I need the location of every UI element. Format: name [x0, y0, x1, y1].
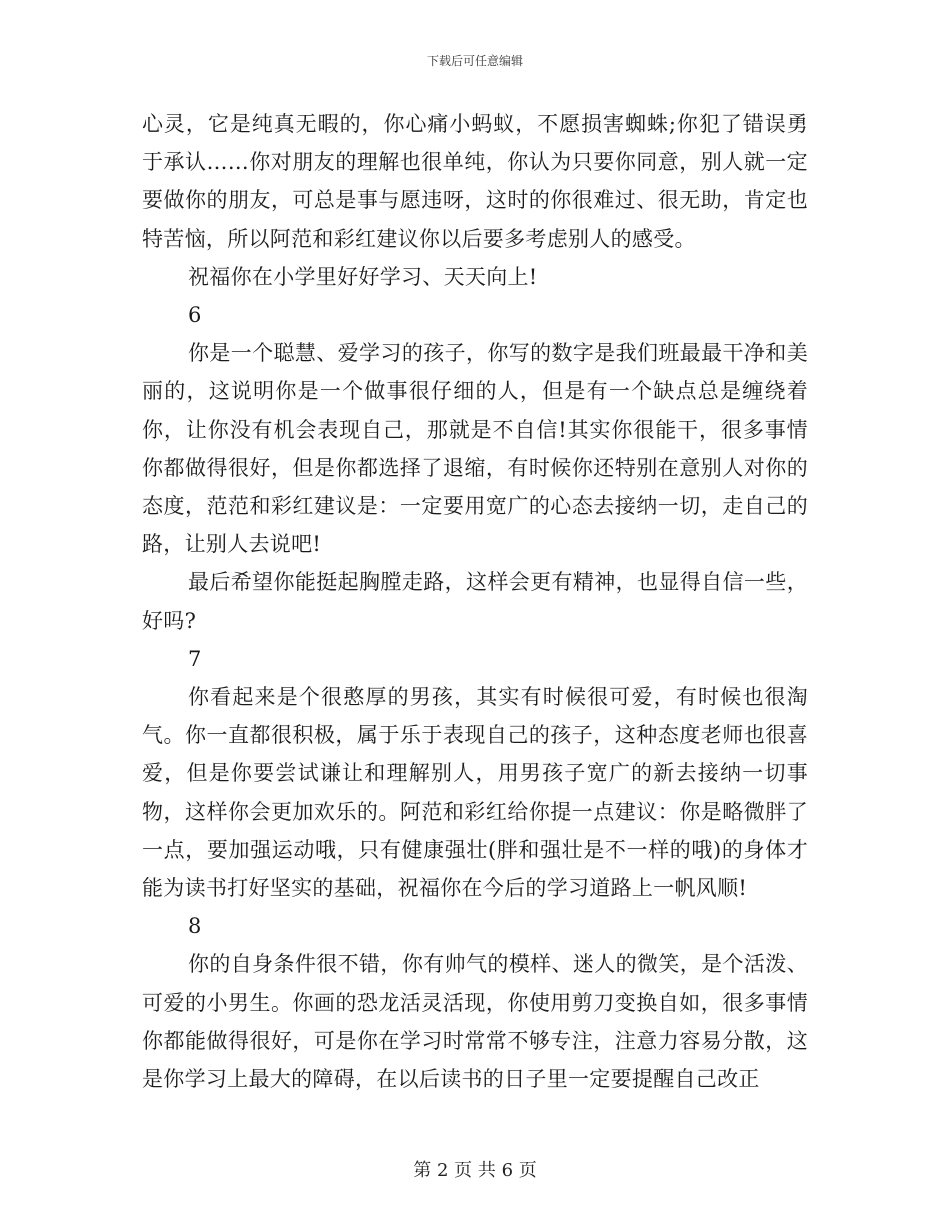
page-footer	[0, 1156, 950, 1182]
section-number: 8	[188, 914, 202, 939]
paragraph: 心灵，它是纯真无暇的，你心痛小蚂蚁，不愿损害蜘蛛;你犯了错误勇于承认……你对朋友的理解也很单纯，你认为只要你同意，别人就一定要做你的朋友，可总是事与愿违呀，这时的你很难过、很无助，肯定也特苦恼，所以阿范和彩红建议你以后要多考虑别人的感受。	[142, 112, 808, 251]
footer-page-word: 页	[454, 1160, 473, 1181]
paragraph: 你的自身条件很不错，你有帅气的模样、迷人的微笑，是个活泼、可爱的小男生。你画的恐龙活灵活现，你使用剪刀变换自如，很多事情你都能做得很好，可是你在学习时常常不够专注，注意力容易分散，这是你学习上最大的障碍，在以后读书的日子里一定要提醒自己改正	[142, 952, 808, 1092]
footer-prefix: 第	[413, 1160, 432, 1181]
paragraph: 祝福你在小学里好好学习、天天向上!	[188, 264, 538, 289]
paragraph: 最后希望你能挺起胸膛走路，这样会更有精神，也显得自信一些，好吗?	[142, 570, 808, 633]
total-pages-number: 6	[501, 1160, 514, 1181]
current-page-number: 2	[436, 1160, 449, 1181]
document-body	[142, 105, 808, 1098]
page-header: 下载后可任意编辑	[426, 54, 523, 68]
section-number: 7	[188, 646, 202, 671]
section-number: 6	[188, 303, 202, 328]
paragraph: 你是一个聪慧、爱学习的孩子，你写的数字是我们班最最干净和美丽的，这说明你是一个做事很仔细的人，但是有一个缺点总是缠绕着你，让你没有机会表现自己，那就是不自信!其实你很能干，很多事情你都做得很好，但是你都选择了退缩，有时候你还特别在意别人对你的态度，范范和彩红建议是：一定要用宽广的心态去接纳一切，走自己的路，让别人去说吧!	[142, 341, 808, 557]
footer-suffix: 页	[518, 1160, 537, 1181]
paragraph: 你看起来是个很憨厚的男孩，其实有时候很可爱，有时候也很淘气。你一直都很积极，属于乐于表现自己的孩子，这种态度老师也很喜爱，但是你要尝试谦让和理解别人，用男孩子宽广的新去接纳一切事物，这样你会更加欢乐的。阿范和彩红给你提一点建议：你是略微胖了一点，要加强运动哦，只有健康强壮(胖和强壮是不一样的哦)的身体才能为读书打好坚实的基础，祝福你在今后的学习道路上一帆风顺!	[142, 685, 808, 901]
footer-total-word: 共	[477, 1160, 496, 1181]
